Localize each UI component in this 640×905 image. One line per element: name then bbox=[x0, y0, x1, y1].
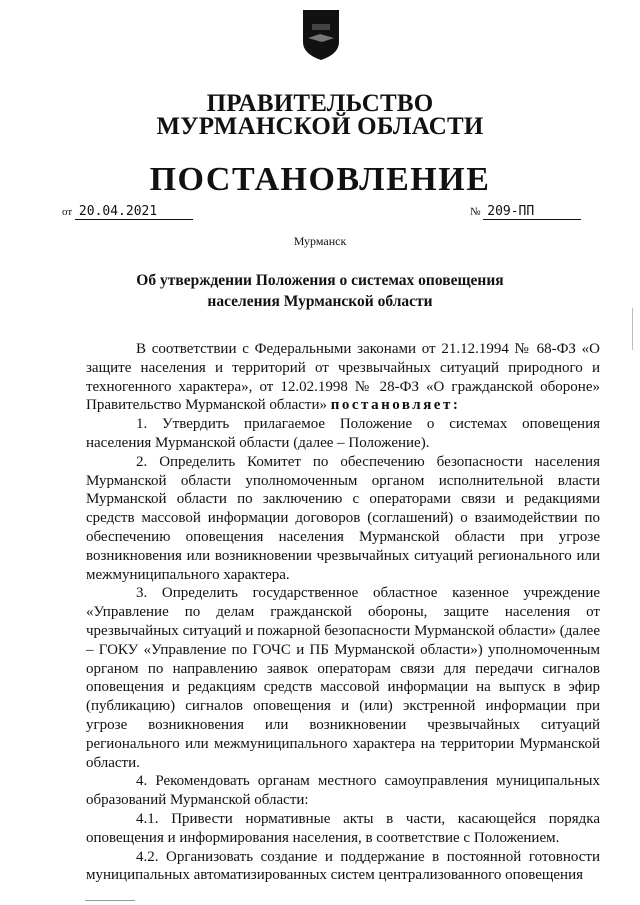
document-date bbox=[62, 204, 193, 220]
intro-paragraph bbox=[86, 340, 600, 415]
government-name-line1: ПРАВИТЕЛЬСТВО bbox=[206, 90, 434, 117]
margin-mark bbox=[632, 308, 633, 350]
coat-of-arms-icon bbox=[300, 8, 342, 62]
decree-word: постановляет: bbox=[330, 397, 461, 414]
date-value: 20.04.2021 bbox=[75, 204, 193, 220]
item-4: 4. Рекомендовать органам местного самоуправления муниципальных образований Мурманской области: bbox=[86, 773, 600, 809]
item-4-2: 4.2. Организовать создание и поддержание в постоянной готовности муниципальных автоматизированных систем централизованного оповещения bbox=[86, 848, 600, 884]
footer-line bbox=[85, 900, 135, 901]
item-2: 2. Определить Комитет по обеспечению безопасности населения Мурманской области уполномоченным органом исполнительной власти Мурманской области по заключению с операторами связи и редакциями средств массовой информации договоров (соглашений) о взаимодействии по обеспечению оповещения населения Мурманской области при угрозе возникновения или возникновении чрезвычайных ситуаций регионального или межмуниципального характера. bbox=[86, 453, 600, 583]
document-type-title: ПОСТАНОВЛЕНИЕ bbox=[149, 161, 491, 198]
item-1: 1. Утвердить прилагаемое Положение о системах оповещения населения Мурманской области (далее – Положение). bbox=[86, 416, 600, 451]
item-3: 3. Определить государственное областное казенное учреждение «Управление по делам гражданской обороны, защите населения от чрезвычайных ситуаций и пожарной безопасности Мурманской области» (далее – ГОКУ «Управление по ГОЧС и ПБ Мурманской области») уполномоченным органом по направлению заявок операторам связи для передачи сигналов оповещения и редакциям средств массовой информации на выпуск в эфир (публикацию) сигналов оповещения и (или) экстренной информации при угрозе возникновения или возникновении чрезвычайных ситуаций регионального или межмуниципального характера на территории Мурманской области. bbox=[86, 585, 600, 771]
document-subject: Об утверждении Положения о системах оповещения населения Мурманской области bbox=[136, 272, 504, 310]
document-body bbox=[86, 340, 600, 885]
government-name-line2: МУРМАНСКОЙ ОБЛАСТИ bbox=[156, 113, 484, 140]
city-name: Мурманск bbox=[293, 234, 347, 248]
number-value: 209-ПП bbox=[483, 204, 581, 220]
item-4-1: 4.1. Привести нормативные акты в части, касающейся порядка оповещения и информирования населения, в соответствие с Положением. bbox=[86, 810, 600, 846]
date-prefix: от bbox=[62, 206, 73, 218]
document-number bbox=[470, 204, 581, 220]
intro-text: В соответствии с Федеральными законами от 21.12.1994 № 68-ФЗ «О защите населения и территорий от чрезвычайных ситуаций природного и техногенного характера», от 12.02.1998 № 28-ФЗ «О гражданской обороне» Правительство Мурманской области» bbox=[86, 341, 600, 414]
number-prefix: № bbox=[470, 206, 481, 218]
